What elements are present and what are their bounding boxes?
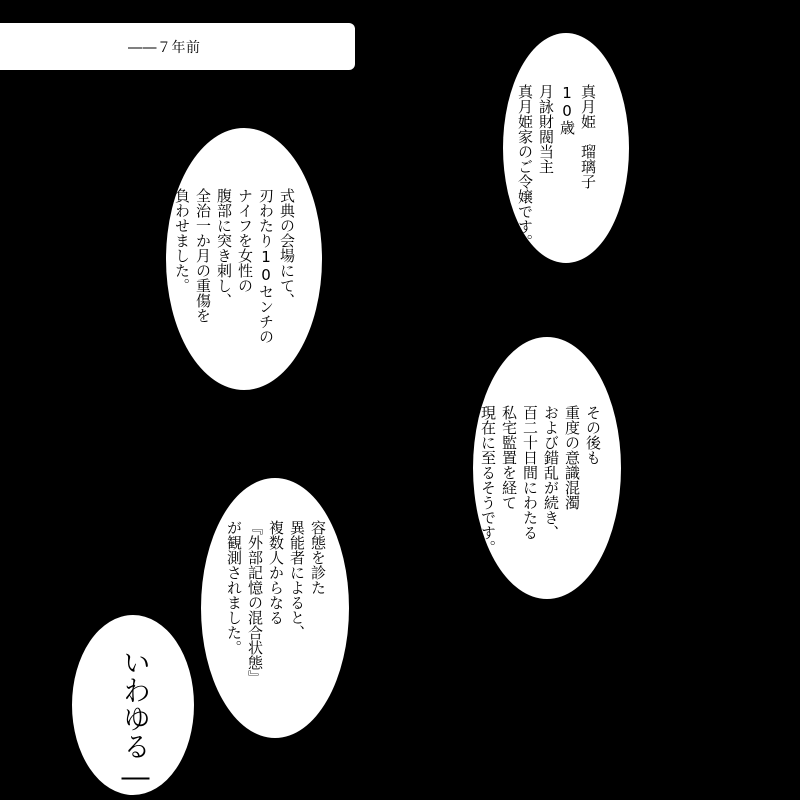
- narration-caption-box: [0, 23, 355, 70]
- speech-bubble-3-text: その後も 重度の意識混濁 および錯乱が続き、 百二十日間にわたる 私宅監置を経て 現在に至るそうです。: [479, 405, 602, 555]
- speech-bubble-4-text: 容態を診た 異能者によると、 複数人からなる 『外部記憶の混合状態』 が観測されました。: [225, 520, 327, 685]
- speech-bubble-1-text: 真月姫 瑠璃子 10歳 月詠財閥当主 真月姫家のご令嬢です。: [516, 84, 597, 249]
- speech-bubble-2-text: 式典の会場にて、 刃わたり10センチの ナイフを女性の 腹部に突き刺し、 全治一か月の重傷を 負わせました。: [173, 188, 296, 344]
- speech-bubble-5-text: いわゆる―: [119, 648, 152, 793]
- narration-caption-text: ――７年前: [128, 39, 201, 56]
